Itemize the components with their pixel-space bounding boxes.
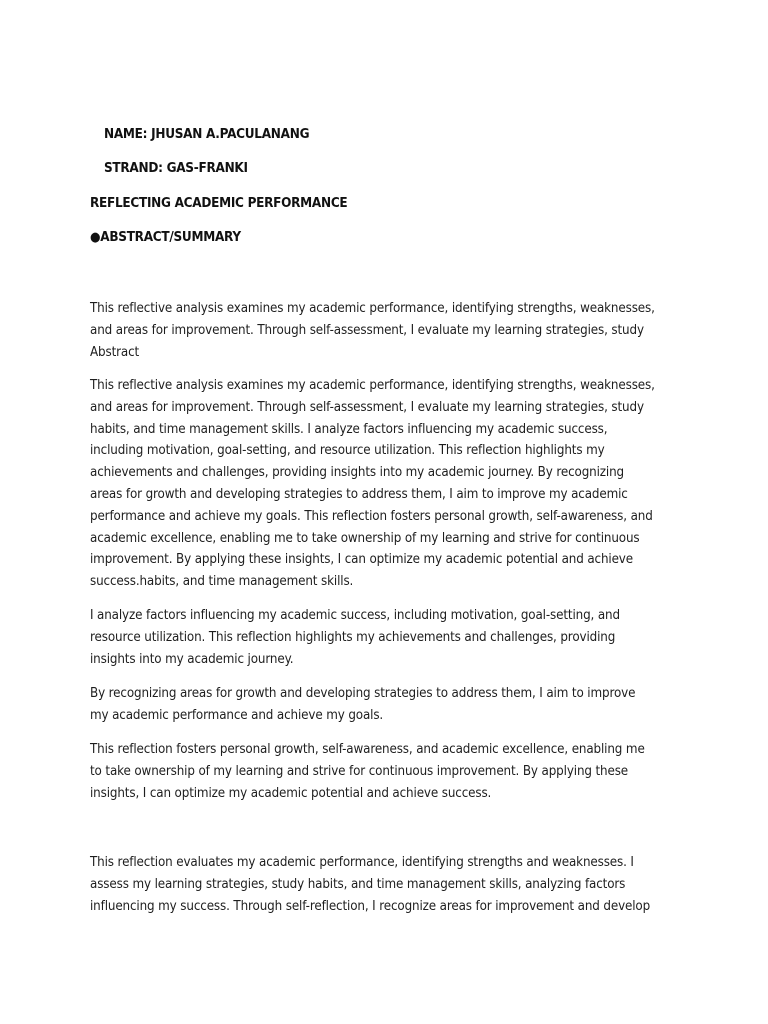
paragraph-intro-fragment bbox=[90, 298, 690, 363]
text-line: This reflective analysis examines my academic performance, identifying strengths, weaknesses, bbox=[90, 378, 655, 393]
paragraph-excellence bbox=[90, 739, 690, 804]
text-line: This reflection fosters personal growth, self-awareness, and academic excellence, enabling me bbox=[90, 742, 645, 757]
text-line: to take ownership of my learning and strive for continuous improvement. By applying these bbox=[90, 763, 629, 779]
abstract-heading: ●ABSTRACT/SUMMARY bbox=[90, 230, 241, 245]
text-line: resource utilization. This reflection highlights my achievements and challenges, providing bbox=[90, 629, 616, 645]
text-line: assess my learning strategies, study habits, and time management skills, analyzing factors bbox=[90, 876, 626, 892]
text-line: habits, and time management skills. I analyze factors influencing my academic success, bbox=[90, 421, 608, 437]
paragraph-abstract-body bbox=[90, 375, 690, 593]
document-title: REFLECTING ACADEMIC PERFORMANCE bbox=[90, 196, 348, 211]
text-line: improvement. By applying these insights, I can optimize my academic potential and achieve bbox=[90, 552, 633, 568]
text-line: insights, I can optimize my academic potential and achieve success. bbox=[90, 785, 492, 801]
text-line: influencing my success. Through self-reflection, I recognize areas for improvement and develop bbox=[90, 898, 651, 914]
text-line: I analyze factors influencing my academic success, including motivation, goal-setting, and bbox=[90, 608, 620, 623]
text-line: areas for growth and developing strategies to address them, I aim to improve my academic bbox=[90, 486, 628, 502]
text-line: and areas for improvement. Through self-assessment, I evaluate my learning strategies, study bbox=[90, 399, 644, 415]
text-line: and areas for improvement. Through self-assessment, I evaluate my learning strategies, study bbox=[90, 322, 644, 338]
text-line: This reflection evaluates my academic performance, identifying strengths and weaknesses. I bbox=[90, 855, 634, 870]
text-line: This reflective analysis examines my academic performance, identifying strengths, weaknesses, bbox=[90, 301, 655, 316]
strand-line: STRAND: GAS-FRANKI bbox=[104, 161, 248, 176]
text-line: academic excellence, enabling me to take ownership of my learning and strive for continuous bbox=[90, 530, 640, 546]
text-line: achievements and challenges, providing insights into my academic journey. By recognizing bbox=[90, 465, 625, 481]
text-line: success.habits, and time management skills. bbox=[90, 574, 354, 590]
student-name-line: NAME: JHUSAN A.PACULANANG bbox=[104, 127, 310, 142]
paragraph-evaluation bbox=[90, 852, 690, 917]
text-line: including motivation, goal-setting, and resource utilization. This reflection highlights my bbox=[90, 443, 605, 459]
text-line: insights into my academic journey. bbox=[90, 651, 294, 667]
text-line: By recognizing areas for growth and developing strategies to address them, I aim to improve bbox=[90, 686, 636, 701]
paragraph-factors bbox=[90, 605, 690, 670]
text-line: performance and achieve my goals. This reflection fosters personal growth, self-awareness, and bbox=[90, 508, 653, 524]
text-line: Abstract bbox=[90, 344, 140, 360]
paragraph-growth bbox=[90, 683, 690, 727]
text-line: my academic performance and achieve my goals. bbox=[90, 707, 384, 723]
